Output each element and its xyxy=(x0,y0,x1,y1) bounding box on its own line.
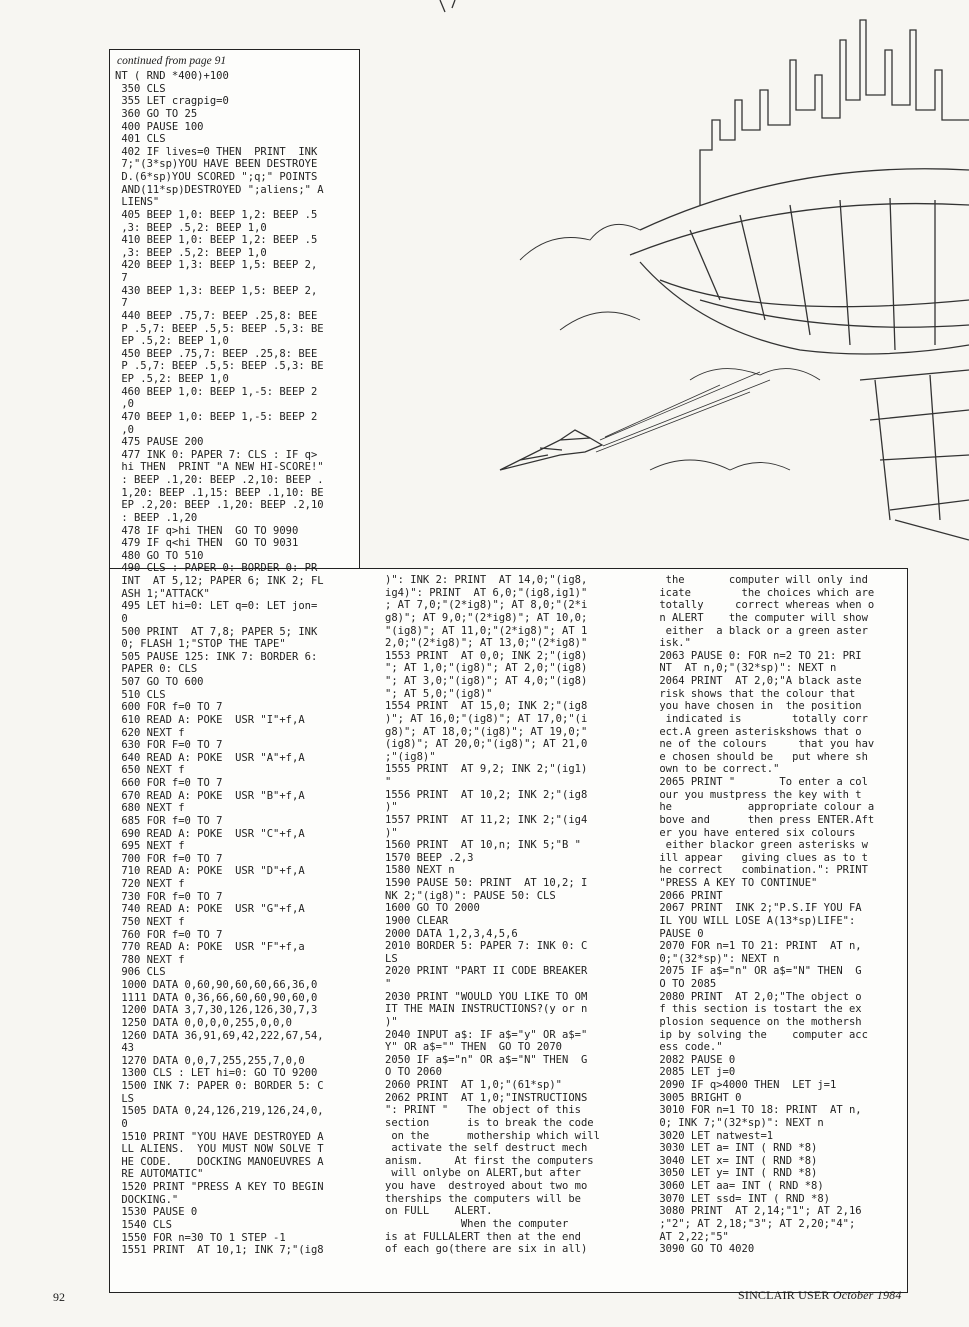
saucer-rim xyxy=(630,204,969,255)
page-number: 92 xyxy=(53,1290,65,1304)
code-column-2 xyxy=(385,574,600,1256)
code-column-3 xyxy=(653,574,874,1256)
cloud xyxy=(520,224,820,470)
issue-date: October 1984 xyxy=(832,1288,902,1302)
magazine-footer xyxy=(738,1288,902,1303)
fighter-craft xyxy=(500,430,602,470)
saucer-belly xyxy=(640,262,969,354)
code-listing: NT ( RND *400)+100 350 CLS 355 LET cragpig=0 360 GO TO 25 400 PAUSE 100 401 CLS 402 IF lives=0 THEN PRINT INK 7;"(3*sp)YOU HAVE BEEN DESTROYE D.(6*sp)YOU SCORED ";q;" POINTS AND(11*sp)DESTROYED ";aliens;" A LIENS" 405 BEEP 1,0: BEEP 1,2: BEEP .5 ,3: BEEP .5,2: BEEP 1,0 410 BEEP 1,0: BEEP 1,2: BEEP .5 ,3: BEEP .5,2: BEEP 1,0 420 BEEP 1,3: BEEP 1,5: BEEP 2, 7 430 BEEP 1,3: BEEP 1,5: BEEP 2, 7 440 BEEP .75,7: BEEP .25,8: BEE P .5,7: BEEP .5,5: BEEP .5,3: BE EP .5,2: BEEP 1,0 450 BEEP .75,7: BEEP .25,8: BEE P .5,7: BEEP .5,5: BEEP .5,3: BE EP .5,2: BEEP 1,0 460 BEEP 1,0: BEEP 1,-5: BEEP 2 ,0 470 BEEP 1,0: BEEP 1,-5: BEEP 2 ,0 475 PAUSE 200 477 INK 0: PAPER 7: CLS : IF q> hi THEN PRINT "A NEW HI-SCORE!" : BEEP .1,20: BEEP .2,10: BEEP . 1,20: BEEP .1,15: BEEP .1,10: BE EP .2,20: BEEP .1,20: BEEP .2,10 : BEEP .1,20 478 IF q>hi THEN GO TO 9090 479 IF q<hi THEN GO TO 9031 480 GO TO 510 490 CLS : PAPER 0: BORDER 0: PR INT AT 5,12; PAPER 6; INK 2; FL ASH 1;"ATTACK" 495 LET hi=0: LET q=0: LET jon= 0 500 PRINT AT 7,8; PAPER 5; INK 0; FLASH 1;"STOP THE TAPE" 505 PAUSE 125: INK 7: BORDER 6: PAPER 0: CLS 507 GO TO 600 510 CLS 600 FOR f=0 TO 7 610 READ A: POKE USR "I"+f,A 620 NEXT f 630 FOR F=0 TO 7 640 READ A: POKE USR "A"+f,A 650 NEXT f 660 FOR f=0 TO 7 670 READ A: POKE USR "B"+f,A 680 NEXT f 685 FOR f=0 TO 7 690 READ A: POKE USR "C"+f,A 695 NEXT f 700 FOR f=0 TO 7 710 READ A: POKE USR "D"+f,A 720 NEXT f 730 FOR f=0 TO 7 740 READ A: POKE USR "G"+f,A 750 NEXT f 760 FOR f=0 TO 7 770 READ A: POKE USR "F"+f,a 780 NEXT f 906 CLS 1000 DATA 0,60,90,60,60,66,36,0 1111 DATA 0,36,66,60,60,90,60,0 1200 DATA 3,7,30,126,126,30,7,3 1250 DATA 0,0,0,0,255,0,0,0 1260 DATA 36,91,69,42,222,67,54, 43 1270 DATA 0,0,7,255,255,7,0,0 1300 CLS : LET hi=0: GO TO 9200 1500 INK 7: PAPER 0: BORDER 5: C LS 1505 DATA 0,24,126,219,126,24,0, 0 1510 PRINT "YOU HAVE DESTROYED A LL ALIENS. YOU MUST NOW SOLVE T HE CODE. DOCKING MANOEUVRES A RE AUTOMATIC" 1520 PRINT "PRESS A KEY TO BEGIN DOCKING." 1530 PAUSE 0 1540 CLS 1550 FOR n=30 TO 1 STEP -1 1551 PRINT AT 10,1; INK 7;"(ig8 xyxy=(115,70,324,1257)
skyline xyxy=(700,20,969,205)
continued-note: continued from page 91 xyxy=(117,55,227,67)
code-column-1 xyxy=(115,70,324,1257)
code-listing: the computer will only ind icate the choices which are totally correct whereas when o n ALERT the computer will show either a black or a green aster isk." 2063 PAUSE 0: FOR n=2 TO 21: PRI NT AT n,0;"(32*sp)": NEXT n 2064 PRINT AT 2,0;"A black aste risk shows that the colour that you have chosen in the position indicated is totally corr ect.A green asteriskshows that o ne of the colours that you hav e chosen should be put where sh own to be correct." 2065 PRINT " To enter a col our you mustpress the key with t he appropriate colour a bove and then press ENTER.Aft er you have entered six colours either blackor green asterisks w ill appear giving clues as to t he correct combination.": PRINT "PRESS A KEY TO CONTINUE" 2066 PRINT 2067 PRINT INK 2;"P.S.IF YOU FA IL YOU WILL LOSE A(13*sp)LIFE": PAUSE 0 2070 FOR n=1 TO 21: PRINT AT n, 0;"(32*sp)": NEXT n 2075 IF a$="n" OR a$="N" THEN G O TO 2085 2080 PRINT AT 2,0;"The object o f this section is tostart the ex plosion sequence on the mothersh ip by solving the computer acc ess code." 2082 PAUSE 0 2085 LET j=0 2090 IF q>4000 THEN LET j=1 3005 BRIGHT 0 3010 FOR n=1 TO 18: PRINT AT n, 0; INK 7;"(32*sp)": NEXT n 3020 LET natwest=1 3030 LET a= INT ( RND *8) 3040 LET x= INT ( RND *8) 3050 LET y= INT ( RND *8) 3060 LET aa= INT ( RND *8) 3070 LET ssd= INT ( RND *8) 3080 PRINT AT 2,14;"1"; AT 2,16 ;"2"; AT 2,18;"3"; AT 2,20;"4"; AT 2,22;"5" 3090 GO TO 4020 xyxy=(659,574,875,1256)
speed-lines xyxy=(596,372,770,452)
saucer-top xyxy=(640,169,969,230)
magazine-name: SINCLAIR USER xyxy=(738,1288,830,1302)
engine-pod xyxy=(860,370,969,540)
code-listing: )": INK 2: PRINT AT 14,0;"(ig8, ig4)": PRINT AT 6,0;"(ig8,ig1)" ; AT 7,0;"(2*ig8)"; AT 8,0;"(2*i g8)"; AT 9,0;"(2*ig8)"; AT 10,0; "(ig8)"; AT 11,0;"(2*ig8)"; AT 1 2,0;"(2*ig8)"; AT 13,0;"(2*ig8)" 1553 PRINT AT 0,0; INK 2;"(ig8) "; AT 1,0;"(ig8)"; AT 2,0;"(ig8) "; AT 3,0;"(ig8)"; AT 4,0;"(ig8) "; AT 5,0;"(ig8)" 1554 PRINT AT 15,0; INK 2;"(ig8 )"; AT 16,0;"(ig8)"; AT 17,0;"(i g8)"; AT 18,0;"(ig8)"; AT 19,0;" (ig8)"; AT 20,0;"(ig8)"; AT 21,0 ;"(ig8)" 1555 PRINT AT 9,2; INK 2;"(ig1) " 1556 PRINT AT 10,2; INK 2;"(ig8 )" 1557 PRINT AT 11,2; INK 2;"(ig4 )" 1560 PRINT AT 10,n; INK 5;"B " 1570 BEEP .2,3 1580 NEXT n 1590 PAUSE 50: PRINT AT 10,2; I NK 2;"(ig8)": PAUSE 50: CLS 1600 GO TO 2000 1900 CLEAR 2000 DATA 1,2,3,4,5,6 2010 BORDER 5: PAPER 7: INK 0: C LS 2020 PRINT "PART II CODE BREAKER " 2030 PRINT "WOULD YOU LIKE TO OM IT THE MAIN INSTRUCTIONS?(y or n )" 2040 INPUT a$: IF a$="y" OR a$=" Y" OR a$="" THEN GO TO 2070 2050 IF a$="n" OR a$="N" THEN G O TO 2060 2060 PRINT AT 1,0;"(61*sp)" 2062 PRINT AT 1,0;"INSTRUCTIONS ": PRINT " The object of this section is to break the code on the mothership which will activate the self destruct mech anism. At first the computers will onlybe on ALERT,but after you have destroyed about two mo therships the computers will be on FULL ALERT. When the computer is at FULLALERT then at the end of each go(there are six in all) xyxy=(385,574,600,1256)
